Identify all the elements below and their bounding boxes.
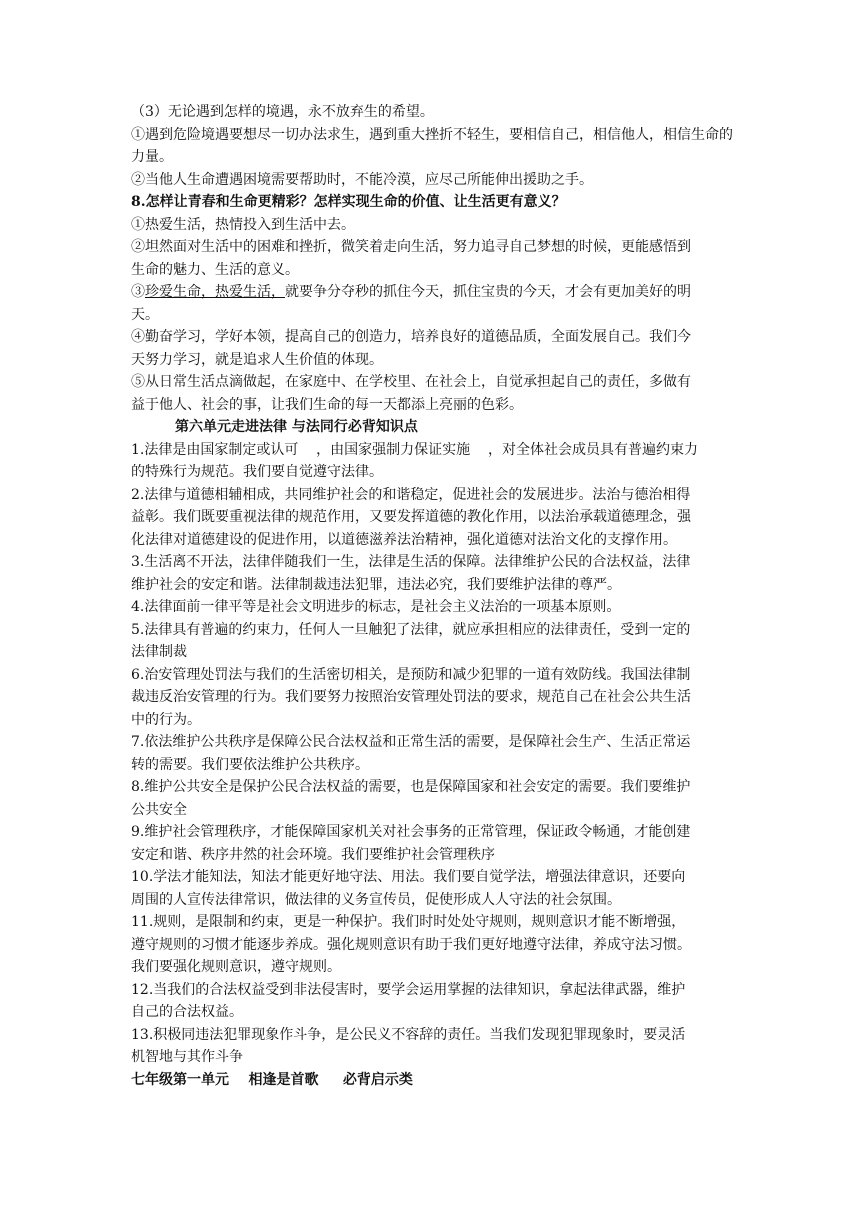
text-line: 4.法律面前一律平等是社会文明进步的标志，是社会主义法治的一项基本原则。 <box>131 599 621 615</box>
text-line: 3.生活离不开法，法律伴随我们一生，法律是生活的保障。法律维护公民的合法权益，法律 <box>131 554 691 570</box>
text-line: ①热爱生活，热情投入到生活中去。 <box>131 216 355 233</box>
text-line: ④勤奋学习，学好本领，提高自己的创造力，培养良好的道德品质，全面发展自己。我们今 <box>131 329 691 345</box>
text-line: 公共安全 <box>131 801 187 818</box>
text-line: 8.维护公共安全是保护公民合法权益的需要，也是保障国家和社会安定的需要。我们要维护 <box>131 779 691 795</box>
text-line: 机智地与其作斗争 <box>131 1049 243 1065</box>
text-line: 自己的合法权益。 <box>131 1004 243 1020</box>
text-line <box>131 281 746 304</box>
text-line: 天。 <box>131 306 159 323</box>
question-heading: 8.怎样让青春和生命更精彩？怎样实现生命的价值、让生活更有意义？ <box>131 194 566 210</box>
text-line: 维护社会的安定和谐。法律制裁违法犯罪，违法必究，我们要维护法律的尊严。 <box>131 576 621 593</box>
text-line: 7.依法维护公共秩序是保障公民合法权益和正常生活的需要，是保障社会生产、生活正常运 <box>131 734 691 750</box>
text-line: ①遇到危险境遇要想尽一切办法求生，遇到重大挫折不轻生，要相信自己，相信他人，相信生命的 <box>131 126 733 143</box>
text-line: 1.法律是由国家制定或认可 ，由国家强制力保证实施 ，对全体社会成员具有普遍约束力 <box>131 441 698 458</box>
text-line: 力量。 <box>131 149 173 165</box>
section-heading: 第六单元走进法律 与法同行必背知识点 <box>175 419 418 435</box>
text-line: 我们要强化规则意识，遵守规则。 <box>131 959 341 975</box>
text-line: 生命的魅力、生活的意义。 <box>131 261 299 278</box>
text-line: 13.积极同违法犯罪现象作斗争，是公民义不容辞的责任。当我们发现犯罪现象时，要灵活 <box>131 1026 686 1043</box>
underlined-phrase: 珍爱生命，热爱生活， <box>145 284 285 300</box>
document-page <box>131 101 746 1091</box>
text-line: 6.治安管理处罚法与我们的生活密切相关，是预防和减少犯罪的一道有效防线。我国法律制 <box>131 666 691 683</box>
text-line: 周围的人宣传法律常识，做法律的义务宣传员，促使形成人人守法的社会氛围。 <box>131 891 621 908</box>
text-line: 中的行为。 <box>131 711 201 728</box>
text-line: 的特殊行为规范。我们要自觉遵守法律。 <box>131 464 383 480</box>
item-number: ③ <box>131 284 145 300</box>
text-line: 转的需要。我们要依法维护公共秩序。 <box>131 756 369 773</box>
text-line: 益于他人、社会的事，让我们生命的每一天都添上亮丽的色彩。 <box>131 396 523 413</box>
line-rest: 就要争分夺秒的抓住今天，抓住宝贵的今天，才会有更加美好的明 <box>285 284 691 300</box>
text-line: （3）无论遇到怎样的境遇，永不放弃生的希望。 <box>131 104 434 120</box>
text-line: 2.法律与道德相辅相成，共同维护社会的和谐稳定，促进社会的发展进步。法治与德治相得 <box>131 486 691 503</box>
text-line: ②当他人生命遭遇困境需要帮助时，不能冷漠，应尽己所能伸出援助之手。 <box>131 171 593 188</box>
text-line: ②坦然面对生活中的困难和挫折，微笑着走向生活，努力追寻自己梦想的时候，更能感悟到 <box>131 239 691 255</box>
text-line: 化法律对道德建设的促进作用，以道德滋养法治精神，强化道德对法治文化的支撑作用。 <box>131 531 677 548</box>
text-line: 安定和谐、秩序井然的社会环境。我们要维护社会管理秩序 <box>131 846 495 863</box>
text-line: 天努力学习，就是追求人生价值的体现。 <box>131 351 383 368</box>
section-heading: 七年级第一单元 相逢是首歌 必背启示类 <box>131 1071 413 1088</box>
text-line: 益彰。我们既要重视法律的规范作用，又要发挥道德的教化作用，以法治承载道德理念，强 <box>131 509 691 525</box>
text-line: ⑤从日常生活点滴做起，在家庭中、在学校里、在社会上，自觉承担起自己的责任，多做有 <box>131 374 691 390</box>
text-line: 法律制裁 <box>131 644 187 660</box>
text-line: 12.当我们的合法权益受到非法侵害时，要学会运用掌握的法律知识，拿起法律武器，维护 <box>131 981 686 998</box>
text-line: 10.学法才能知法，知法才能更好地守法、用法。我们要自觉学法，增强法律意识，还要向 <box>131 869 686 885</box>
text-line: 9.维护社会管理秩序，才能保障国家机关对社会事务的正常管理，保证政令畅通，才能创建 <box>131 824 691 840</box>
text-line: 11.规则，是限制和约束，更是一种保护。我们时时处处守规则，规则意识才能不断增强， <box>131 914 686 930</box>
text-line: 遵守规则的习惯才能逐步养成。强化规则意识有助于我们更好地遵守法律，养成守法习惯。 <box>131 936 691 953</box>
text-line: 5.法律具有普遍的约束力，任何人一旦触犯了法律，就应承担相应的法律责任，受到一定的 <box>131 621 691 638</box>
text-line: 裁违反治安管理的行为。我们要努力按照治安管理处罚法的要求，规范自己在社会公共生活 <box>131 689 691 705</box>
